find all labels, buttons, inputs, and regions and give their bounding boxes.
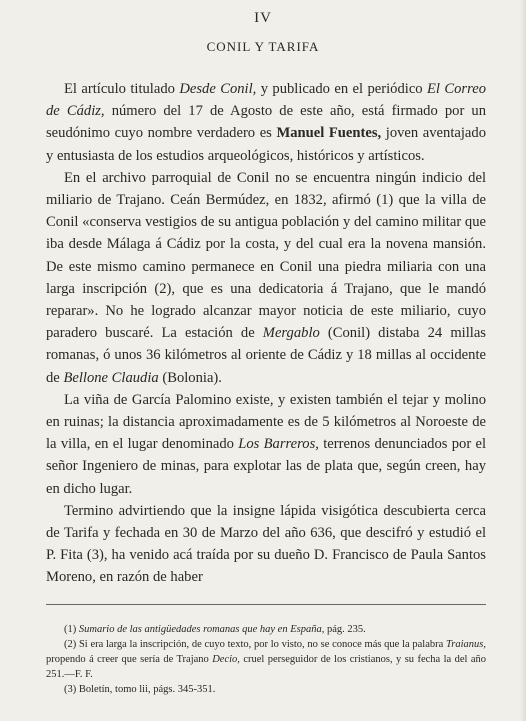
text-run: Sumario de las antigüedades romanas que hay en España, <box>78 624 325 635</box>
text-run: Los Barreros, <box>238 436 319 453</box>
text-run: En el archivo parroquial de Conil no se encuentra ningún indicio del miliario de Trajano. Ceán Bermúdez, en 1832, afirmó (1) que la villa de Conil «conserva vestigios de su antigua población y del camino militar que iba desde Málaga á Cádiz por la costa, y del cual era la novena mansión. De este mismo camino permanece en Conil una piedra miliaria con una larga inscripción (2), que es una dedicatoria á Trajano, que le mandó reparar». No he logrado alcanzar mayor noticia de este miliario, cuyo paradero buscaré. La estación de <box>46 169 486 342</box>
page-number: IV <box>254 10 272 26</box>
page-edge <box>520 0 526 721</box>
text-run: pág. 235. <box>324 624 366 635</box>
paragraph <box>46 78 486 167</box>
body-text <box>46 78 486 589</box>
text-run: (Conil) distaba 24 millas romanas, ó unos 36 kilómetros al oriente de Cádiz y 18 millas al occidente de <box>46 325 486 386</box>
text-run: Bellone Claudia <box>63 369 159 386</box>
text-run: terrenos denunciados por el señor Ingeniero de minas, para explotar las de plata que, según creen, hay en dicho lugar. <box>46 436 486 497</box>
text-run: Mergablo <box>262 325 320 342</box>
text-run: propendo á creer que sería de Trajano <box>46 654 213 665</box>
footnotes <box>46 622 486 697</box>
text-run: número del 17 de Agosto de este año, está firmado por un seudónimo cuyo nombre verdadero es <box>46 103 487 142</box>
text-run: (2) Si era larga la inscripción, de cuyo texto, por lo visto, no se conoce más que la palabra <box>64 639 447 650</box>
text-run: (1) <box>64 624 79 635</box>
text-run: joven aventajado y entusiasta de los estudios arqueológicos, históricos y artísticos. <box>46 125 486 164</box>
text-run: El Correo de Cádiz, <box>46 81 486 120</box>
footnote <box>46 622 486 637</box>
footnote-divider <box>46 604 486 605</box>
text-run: El artículo titulado <box>64 81 180 97</box>
text-run: (Bolonia). <box>158 369 222 386</box>
text-run: y publicado en el periódico <box>256 81 427 97</box>
text-run: La viña de García Palomino existe, y existen también el tejar y molino en ruinas; la distancia aproximadamente es de 5 kilómetros al Noroeste de la villa, en el lugar denominado <box>46 391 486 453</box>
text-run: cruel perseguidor de los cristianos, y su fecha la del año 251.—F. F. <box>46 654 486 680</box>
footnote <box>46 637 486 682</box>
footnote <box>46 682 486 697</box>
text-run: Termino advirtiendo que la insigne lápida visigótica descubierta cerca de Tarifa y fechada en 30 de Marzo del año 636, que descifró y estudió el P. Fita (3), ha venido acá traída por su dueño D. Francisco de Paula Santos Moreno, en razón de haber <box>46 502 486 586</box>
paragraph <box>46 167 486 389</box>
text-run: (3) Boletín, tomo lii, págs. 345-351. <box>64 684 216 695</box>
paragraph <box>46 389 486 500</box>
text-run: Decio, <box>212 654 240 665</box>
text-run: Manuel Fuentes, <box>276 125 382 142</box>
text-run: Desde Conil, <box>179 81 257 97</box>
text-run: Traianus, <box>446 639 486 650</box>
section-title: CONIL Y TARIFA <box>206 39 320 54</box>
paragraph <box>46 500 486 589</box>
